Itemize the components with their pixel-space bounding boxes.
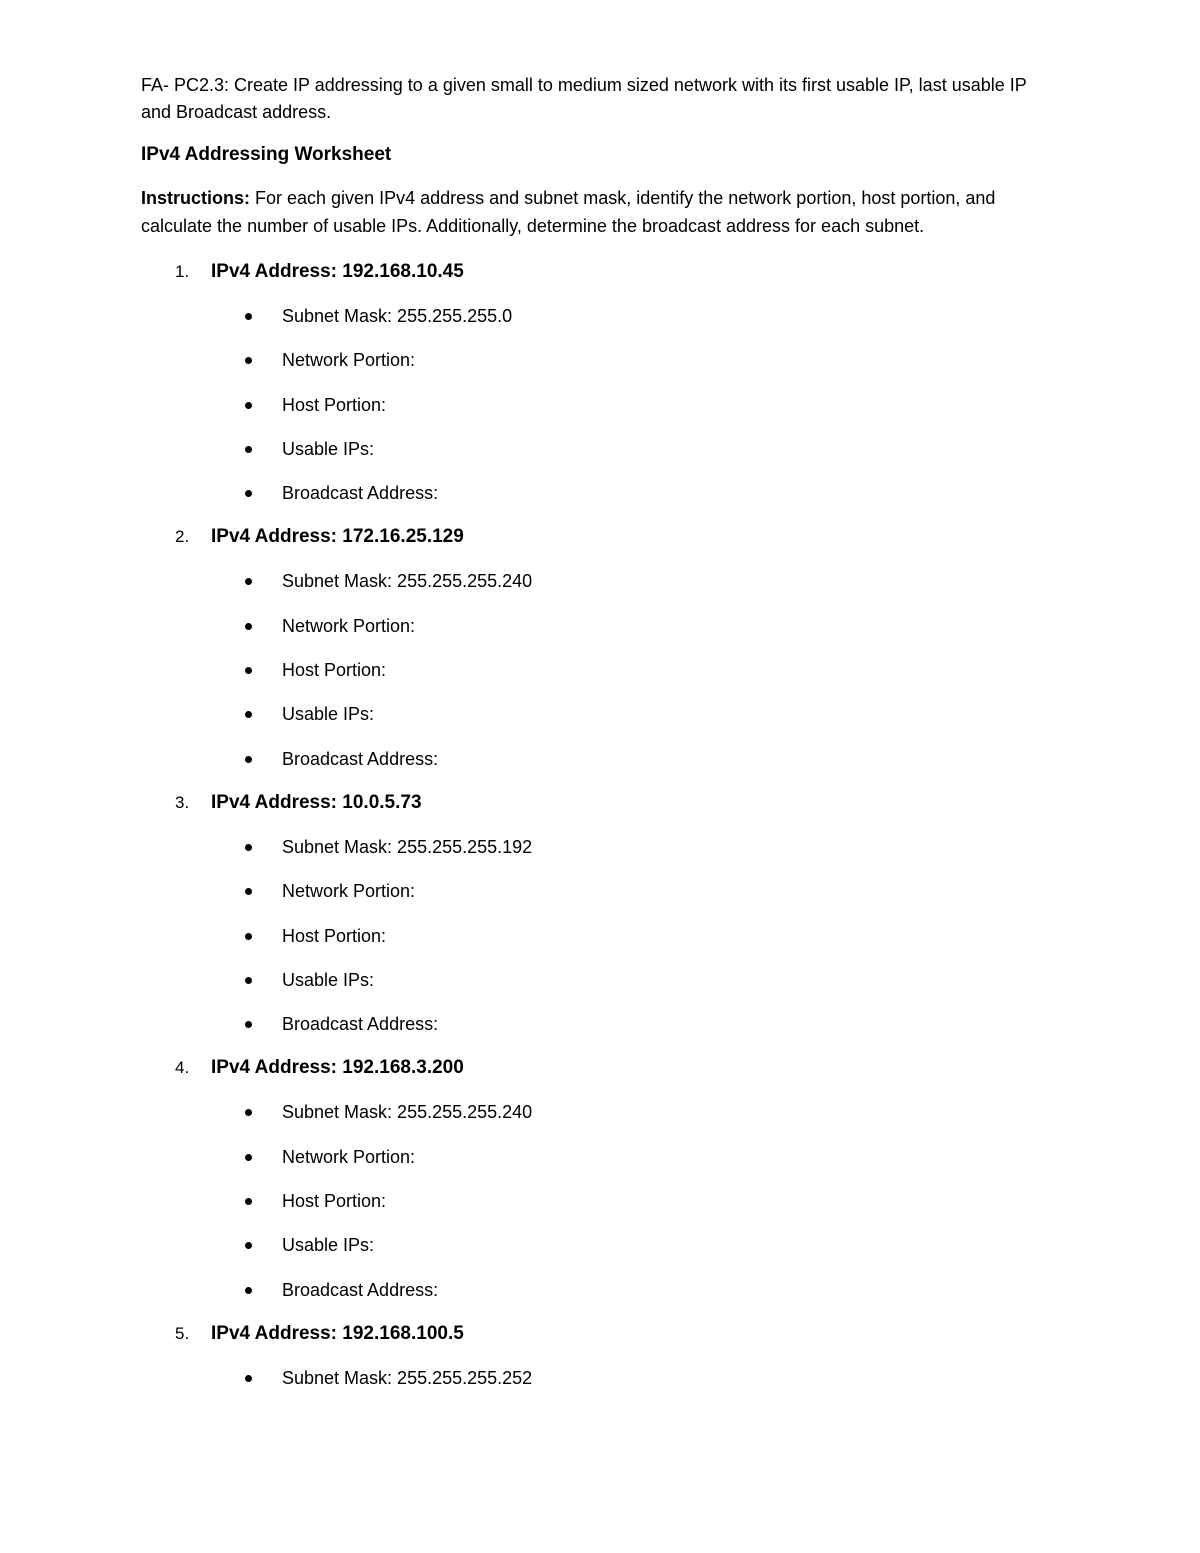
address-value: 192.168.100.5: [342, 1322, 464, 1344]
address-label: IPv4 Address:: [211, 791, 338, 813]
question-item: [141, 781, 1056, 1046]
field-label: Host Portion:: [282, 925, 387, 946]
instructions-paragraph: [141, 184, 1056, 240]
list-item: [141, 914, 1056, 958]
field-label: Subnet Mask: 255.255.255.240: [282, 1102, 533, 1123]
question-number: 5.: [175, 1323, 190, 1343]
bullet-icon: [245, 1287, 252, 1294]
question-header: [141, 1312, 1056, 1356]
list-item: [141, 559, 1056, 603]
field-label: Broadcast Address:: [282, 1279, 439, 1300]
question-header: [141, 250, 1056, 294]
instructions-lead: Instructions:: [141, 188, 251, 208]
address-value: 172.16.25.129: [342, 526, 464, 548]
field-label: Network Portion:: [282, 881, 416, 902]
question-item: [141, 1046, 1056, 1311]
list-item: [141, 604, 1056, 648]
list-item: [141, 1268, 1056, 1312]
address-value: 10.0.5.73: [342, 791, 422, 813]
question-header: [141, 1046, 1056, 1090]
address-label: IPv4 Address:: [211, 1322, 338, 1344]
field-label: Broadcast Address:: [282, 748, 439, 769]
field-label: Network Portion:: [282, 615, 416, 636]
instructions-body: For each given IPv4 address and subnet mask, identify the network portion, host portion, and calculate the number of usable IPs. Additionally, determine the broadcast address for each subnet.: [141, 188, 996, 236]
list-item: [141, 383, 1056, 427]
address-value: 192.168.10.45: [342, 261, 464, 282]
question-header: [141, 515, 1056, 559]
list-item: [141, 869, 1056, 913]
field-label: Usable IPs:: [282, 704, 375, 725]
worksheet-title: IPv4 Addressing Worksheet: [141, 144, 392, 165]
list-item: [141, 338, 1056, 382]
address-label: IPv4 Address:: [211, 1057, 338, 1079]
question-fields: [141, 1356, 1056, 1400]
bullet-icon: [245, 711, 252, 718]
bullet-icon: [245, 357, 252, 364]
list-item: [141, 1179, 1056, 1223]
field-label: Subnet Mask: 255.255.255.0: [282, 306, 513, 326]
question-number: 2.: [175, 527, 190, 547]
question-address: [211, 1046, 464, 1090]
field-label: Network Portion:: [282, 1146, 416, 1167]
bullet-icon: [245, 1109, 252, 1116]
list-item: [141, 471, 1056, 515]
bullet-icon: [245, 977, 252, 984]
field-label: Usable IPs:: [282, 1235, 375, 1256]
field-label: Broadcast Address:: [282, 483, 439, 504]
bullet-icon: [245, 313, 252, 320]
bullet-icon: [245, 933, 252, 940]
question-fields: [141, 1090, 1056, 1311]
field-label: Broadcast Address:: [282, 1014, 439, 1035]
list-item: [141, 1090, 1056, 1134]
bullet-icon: [245, 1375, 252, 1382]
question-header: [141, 781, 1056, 825]
question-fields: [141, 294, 1056, 515]
field-label: Host Portion:: [282, 1191, 387, 1212]
address-value: 192.168.3.200: [342, 1057, 464, 1079]
question-item: [141, 1312, 1056, 1400]
field-label: Subnet Mask: 255.255.255.252: [282, 1367, 533, 1388]
bullet-icon: [245, 888, 252, 895]
objective-text: FA- PC2.3: Create IP addressing to a given small to medium sized network with its first usable IP, last usable IP and Broadcast address.: [141, 75, 1027, 122]
field-label: Host Portion:: [282, 394, 387, 415]
address-label: IPv4 Address:: [211, 526, 338, 548]
bullet-icon: [245, 1021, 252, 1028]
question-item: [141, 515, 1056, 780]
question-address: [211, 250, 464, 294]
address-label: IPv4 Address:: [211, 261, 338, 282]
question-list: [141, 250, 1056, 1400]
question-number: 4.: [175, 1058, 190, 1078]
field-label: Host Portion:: [282, 660, 387, 681]
bullet-icon: [245, 446, 252, 453]
list-item: [141, 1356, 1056, 1400]
question-fields: [141, 825, 1056, 1046]
question-address: [211, 1312, 464, 1356]
bullet-icon: [245, 402, 252, 409]
field-label: Subnet Mask: 255.255.255.240: [282, 571, 533, 592]
bullet-icon: [245, 756, 252, 763]
list-item: [141, 427, 1056, 471]
question-number: 3.: [175, 792, 190, 812]
field-label: Usable IPs:: [282, 969, 375, 990]
list-item: [141, 648, 1056, 692]
field-label: Subnet Mask: 255.255.255.192: [282, 836, 533, 857]
question-number: 1.: [175, 262, 190, 281]
field-label: Network Portion:: [282, 350, 416, 371]
bullet-icon: [245, 1198, 252, 1205]
list-item: [141, 692, 1056, 736]
question-fields: [141, 559, 1056, 780]
document-content: [141, 72, 1056, 1400]
bullet-icon: [245, 578, 252, 585]
list-item: [141, 825, 1056, 869]
list-item: [141, 1223, 1056, 1267]
field-label: Usable IPs:: [282, 438, 375, 459]
bullet-icon: [245, 667, 252, 674]
question-item: [141, 250, 1056, 515]
list-item: [141, 1135, 1056, 1179]
bullet-icon: [245, 1154, 252, 1161]
list-item: [141, 294, 1056, 338]
list-item: [141, 958, 1056, 1002]
bullet-icon: [245, 844, 252, 851]
list-item: [141, 737, 1056, 781]
bullet-icon: [245, 490, 252, 497]
question-address: [211, 515, 464, 559]
bullet-icon: [245, 1242, 252, 1249]
list-item: [141, 1002, 1056, 1046]
question-address: [211, 781, 422, 825]
bullet-icon: [245, 623, 252, 630]
